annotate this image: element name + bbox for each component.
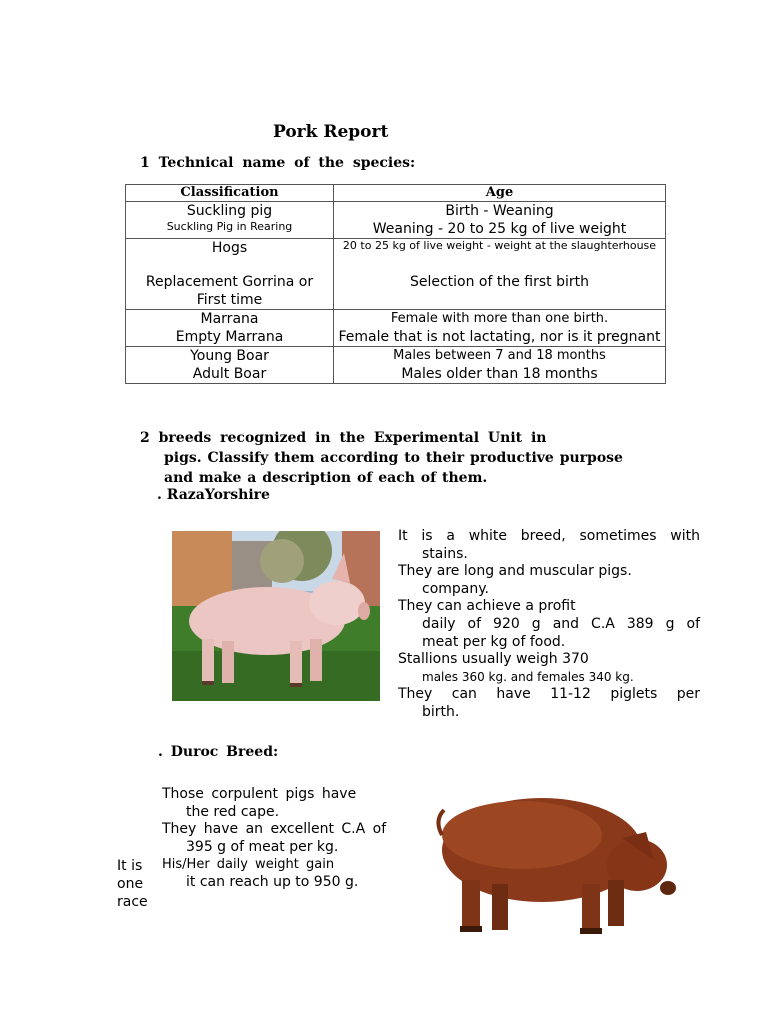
cell-classification bbox=[126, 310, 334, 347]
cell-text: 20 to 25 kg of live weight - weight at the slaughterhouse bbox=[342, 239, 657, 252]
description-line: Those corpulent pigs have bbox=[162, 786, 357, 802]
description-line: 395 g of meat per kg. bbox=[186, 838, 339, 855]
cell-text: Males older than 18 months bbox=[401, 366, 598, 382]
cell-text: Young Boar bbox=[190, 348, 269, 364]
cell-text: Suckling pig bbox=[186, 203, 273, 219]
heading-line: pigs. Classify them according to their productive purpose bbox=[164, 450, 623, 466]
classification-table bbox=[125, 184, 666, 384]
cell-classification bbox=[126, 202, 334, 239]
description-line: They are long and muscular pigs. bbox=[398, 563, 632, 580]
yorkshire-heading: . RazaYorshire bbox=[157, 487, 270, 503]
cell-text: Adult Boar bbox=[192, 366, 267, 382]
cell-age bbox=[334, 202, 666, 239]
cell-text: Males between 7 and 18 months bbox=[393, 348, 606, 363]
description-line: His/Her daily weight gain bbox=[162, 857, 335, 873]
duroc-heading: . Duroc Breed: bbox=[158, 744, 279, 760]
cell-age bbox=[334, 310, 666, 347]
header-age: Age bbox=[334, 185, 666, 202]
description-line: They have an excellent C.A of bbox=[162, 821, 387, 838]
cell-text: Replacement Gorrina or First time bbox=[145, 274, 314, 308]
description-line: meat per kg of food. bbox=[422, 633, 566, 650]
cell-age bbox=[334, 239, 666, 310]
cell-text: Hogs bbox=[211, 240, 248, 256]
yorkshire-description bbox=[398, 528, 700, 722]
table-header-row bbox=[126, 185, 666, 202]
heading-line: 2 breeds recognized in the Experimental Unit in bbox=[140, 430, 547, 446]
side-note-line: one bbox=[117, 876, 144, 892]
side-note-line: race bbox=[117, 894, 148, 910]
cell-text: Empty Marrana bbox=[175, 329, 284, 345]
section-1-heading: 1 Technical name of the species: bbox=[140, 155, 416, 171]
cell-text: Selection of the first birth bbox=[409, 274, 590, 290]
yorkshire-pig-image bbox=[172, 531, 380, 701]
description-line: it can reach up to 950 g. bbox=[186, 873, 359, 890]
header-classification: Classification bbox=[126, 185, 334, 202]
description-line: It is a white breed, sometimes with bbox=[398, 528, 700, 544]
side-note bbox=[117, 857, 157, 911]
description-line: Stallions usually weigh 370 bbox=[398, 651, 589, 668]
table-row bbox=[126, 310, 666, 347]
page-title: Pork Report bbox=[273, 122, 389, 142]
cell-classification bbox=[126, 347, 334, 384]
description-line: company. bbox=[422, 580, 489, 597]
cell-text: Weaning - 20 to 25 kg of live weight bbox=[372, 221, 627, 237]
side-note-line: It is bbox=[117, 858, 143, 874]
cell-text: Female with more than one birth. bbox=[390, 311, 609, 326]
duroc-pig-image bbox=[432, 780, 678, 940]
cell-text: Suckling Pig in Rearing bbox=[166, 220, 293, 233]
cell-age bbox=[334, 347, 666, 384]
table-row bbox=[126, 239, 666, 310]
description-line: daily of 920 g and C.A 389 g of bbox=[422, 615, 700, 632]
section-2-heading bbox=[140, 428, 623, 488]
cell-text: Marrana bbox=[200, 311, 259, 327]
description-line: the red cape. bbox=[186, 803, 280, 820]
cell-classification bbox=[126, 239, 334, 310]
table-row bbox=[126, 202, 666, 239]
description-line: males 360 kg. and females 340 kg. bbox=[422, 669, 634, 684]
description-line: birth. bbox=[422, 703, 460, 720]
table-row bbox=[126, 347, 666, 384]
cell-text: Birth - Weaning bbox=[445, 203, 554, 219]
description-line: They can achieve a profit bbox=[398, 598, 576, 615]
cell-text: Female that is not lactating, nor is it pregnant bbox=[338, 329, 661, 345]
duroc-description bbox=[162, 786, 402, 892]
description-line: They can have 11-12 piglets per bbox=[398, 686, 700, 703]
description-line: stains. bbox=[422, 545, 468, 562]
heading-line: and make a description of each of them. bbox=[164, 470, 488, 486]
